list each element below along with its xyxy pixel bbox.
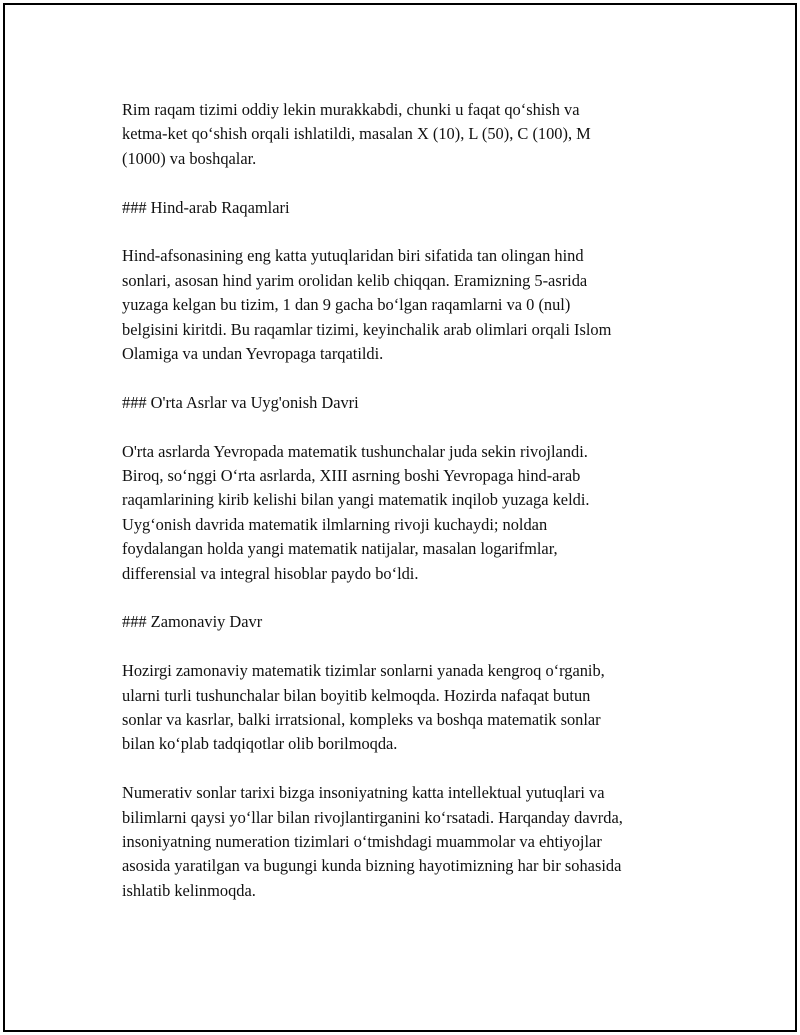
paragraph-roman-numerals [122,98,692,171]
text-line: Uyg‘onish davrida matematik ilmlarning rivoji kuchaydi; noldan [122,514,548,534]
text-line: belgisini kiritdi. Bu raqamlar tizimi, keyinchalik arab olimlari orqali Islom [122,319,612,339]
text-line: foydalangan holda yangi matematik natijalar, masalan logarifmlar, [122,539,558,559]
text-line: raqamlarining kirib kelishi bilan yangi matematik inqilob yuzaga keldi. [122,490,590,510]
text-line: yuzaga kelgan bu tizim, 1 dan 9 gacha bo‘lgan raqamlarni va 0 (nul) [122,295,571,315]
paragraph-conclusion [122,781,692,903]
heading-modern-era: ### Zamonaviy Davr [122,612,263,632]
text-line: Biroq, so‘nggi O‘rta asrlarda, XIII asrning boshi Yevropaga hind-arab [122,466,581,486]
text-line: differensial va integral hisoblar paydo bo‘ldi. [122,563,419,583]
text-line: Numerativ sonlar tarixi bizga insoniyatning katta intellektual yutuqlari va [122,783,605,803]
text-line: ularni turli tushunchalar bilan boyitib kelmoqda. Hozirda nafaqat butun [122,685,591,705]
text-line: asosida yaratilgan va bugungi kunda bizning hayotimizning har bir sohasida [122,856,622,876]
text-line: bilan ko‘plab tadqiqotlar olib borilmoqda. [122,734,398,754]
text-line: O'rta asrlarda Yevropada matematik tushunchalar juda sekin rivojlandi. [122,441,588,461]
text-line: sonlari, asosan hind yarim orolidan kelib chiqqan. Eramizning 5-asrida [122,270,588,290]
text-line: ketma-ket qo‘shish orqali ishlatildi, masalan X (10), L (50), C (100), M [122,124,591,144]
text-line: Hind-afsonasining eng katta yutuqlaridan biri sifatida tan olingan hind [122,246,584,266]
text-line: (1000) va boshqalar. [122,148,257,168]
text-line: insoniyatning numeration tizimlari o‘tmishdagi muammolar va ehtiyojlar [122,832,602,852]
text-line: Rim raqam tizimi oddiy lekin murakkabdi, chunki u faqat qo‘shish va [122,100,580,119]
paragraph-middle-ages [122,440,692,586]
heading-middle-ages: ### O'rta Asrlar va Uyg'onish Davri [122,392,359,412]
document-body [122,98,692,928]
page-frame [3,3,797,1032]
text-line: ishlatib kelinmoqda. [122,880,256,900]
text-line: Olamiga va undan Yevropaga tarqatildi. [122,344,384,364]
text-line: bilimlarni qaysi yo‘llar bilan rivojlantirganini ko‘rsatadi. Harqanday davrda, [122,807,623,827]
paragraph-hindu-arabic [122,244,692,366]
paragraph-modern-era [122,659,692,757]
text-line: Hozirgi zamonaviy matematik tizimlar sonlarni yanada kengroq o‘rganib, [122,661,605,681]
text-line: sonlar va kasrlar, balki irratsional, kompleks va boshqa matematik sonlar [122,710,601,730]
heading-hindu-arabic: ### Hind-arab Raqamlari [122,197,290,217]
